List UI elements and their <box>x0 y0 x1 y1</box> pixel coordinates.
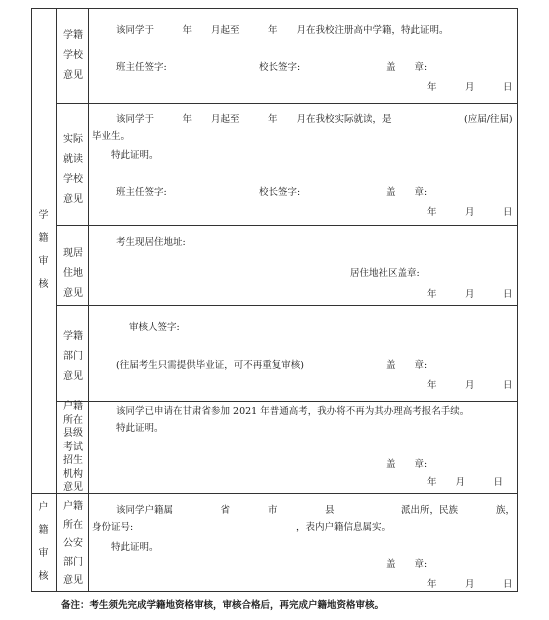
date-line: 年 月 日 <box>427 477 504 488</box>
row-label-county-exam-office: 户籍 所在 县级 考试 招生 机构 意见 <box>63 401 83 493</box>
certify-text: 特此证明。 <box>116 423 164 434</box>
row-label-xueji-school: 学籍 学校 意见 <box>63 30 83 81</box>
date-line: 年 月 日 <box>427 380 513 391</box>
repeat-graduate-note: (往届考生只需提供毕业证，可不再重复审核) <box>116 360 304 371</box>
certify-text: 特此证明。 <box>111 542 159 553</box>
community-seal-label: 居住地社区盖章: <box>350 268 420 279</box>
qualification-review-form <box>31 8 518 592</box>
seal-label: 盖 章: <box>386 187 428 198</box>
household-registration-statement: 该同学户籍属 省 市 县 派出所，民族 <box>116 505 459 516</box>
exam-application-statement: 该同学已申请在甘肃省参加 2021 年普通高考，我办将不再为其办理高考报名手续。 <box>116 406 470 417</box>
section-label-xueji: 学 籍 审 核 <box>38 210 49 290</box>
date-line: 年 月 日 <box>427 82 513 93</box>
row-label-residence: 现居 住地 意见 <box>63 248 83 299</box>
attendance-statement: 该同学于 年 月起至 年 月在我校实际就读，是 <box>116 114 392 125</box>
row-divider <box>56 103 518 104</box>
row-divider <box>56 401 518 402</box>
date-line: 年 月 日 <box>427 579 513 590</box>
table-border-top <box>31 8 518 9</box>
certify-text: 特此证明。 <box>111 150 159 161</box>
residence-address-label: 考生现居住地址: <box>116 237 186 248</box>
row-divider <box>56 225 518 226</box>
graduate-type-option: (应届/往届) <box>464 114 513 125</box>
table-border-right <box>517 8 518 592</box>
row-label-police-dept: 户籍 所在 公安 部门 意见 <box>63 501 83 586</box>
date-line: 年 月 日 <box>427 207 513 218</box>
column-divider-1 <box>56 8 57 592</box>
row-label-actual-school: 实际 就读 学校 意见 <box>63 134 83 205</box>
seal-label: 盖 章: <box>386 360 428 371</box>
row-label-registry-dept: 学籍 部门 意见 <box>63 331 83 382</box>
section-label-huji: 户 籍 审 核 <box>38 502 49 582</box>
head-teacher-signature-label: 班主任签字: <box>116 62 167 73</box>
seal-label: 盖 章: <box>386 62 428 73</box>
registration-statement: 该同学于 年 月起至 年 月在我校注册高中学籍，特此证明。 <box>116 25 449 36</box>
household-info-true-text: ，表内户籍信息属实。 <box>296 522 392 533</box>
row-divider <box>56 305 518 306</box>
ethnicity-suffix: 族， <box>496 505 516 516</box>
seal-label: 盖 章: <box>386 459 428 470</box>
head-teacher-signature-label: 班主任签字: <box>116 187 167 198</box>
date-line: 年 月 日 <box>427 289 513 300</box>
table-border-bottom <box>31 591 518 592</box>
reviewer-signature-label: 审核人签字: <box>129 322 180 333</box>
seal-label: 盖 章: <box>386 559 428 570</box>
graduate-label: 毕业生。 <box>92 131 131 142</box>
principal-signature-label: 校长签字: <box>259 187 301 198</box>
id-number-label: 身份证号: <box>92 522 134 533</box>
column-divider-2 <box>88 8 89 592</box>
principal-signature-label: 校长签字: <box>259 62 301 73</box>
section-divider <box>31 493 518 494</box>
footer-note: 备注：考生须先完成学籍地资格审核，审核合格后，再完成户籍地资格审核。 <box>61 600 385 611</box>
